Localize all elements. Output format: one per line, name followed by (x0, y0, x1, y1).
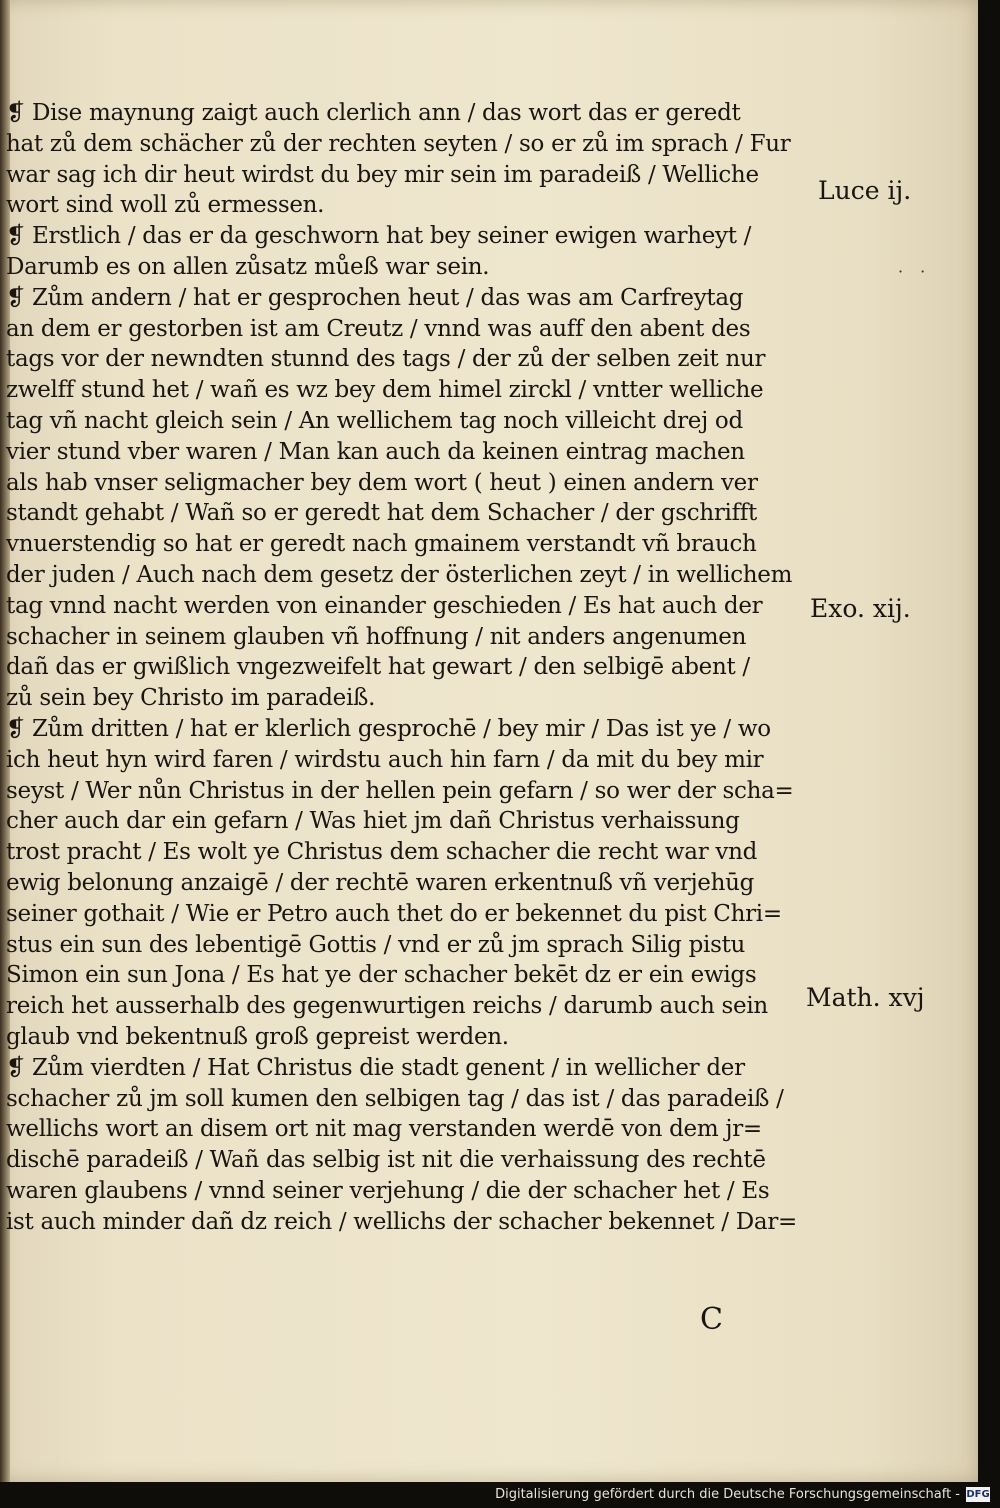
text-line: zwelff stund het / wañ es wz bey dem himel zirckl / vntter welliche (6, 377, 764, 404)
text-line: hat zů dem schächer zů der rechten seyten / so er zů im sprach / Fur (6, 130, 791, 157)
text-line: dañ das er gwißlich vngezweifelt hat gewart / den selbigē abent / (6, 654, 750, 681)
text-line: standt gehabt / Wañ so er geredt hat dem Schacher / der gschrifft (6, 500, 757, 527)
text-line: trost pracht / Es wolt ye Christus dem schacher die recht war vnd (6, 839, 758, 866)
digitization-footer (0, 1482, 1000, 1508)
text-line: ❡ Zům vierdten / Hat Christus die stadt genent / in wellicher der (6, 1054, 745, 1081)
text-line: tag vnnd nacht werden von einander geschieden / Es hat auch der (6, 592, 763, 619)
text-line: wellichs wort an disem ort nit mag verstanden werdē von dem jr= (6, 1116, 762, 1143)
text-line: schacher zů jm soll kumen den selbigen tag / das ist / das paradeiß / (6, 1085, 784, 1112)
text-line: cher auch dar ein gefarn / Was hiet jm dañ Christus verhaissung (6, 808, 740, 835)
text-line: waren glaubens / vnnd seiner verjehung / die der schacher het / Es (6, 1177, 770, 1204)
text-line: der juden / Auch nach dem gesetz der österlichen zeyt / in wellichem (6, 561, 793, 588)
text-line: Darumb es on allen zůsatz můeß war sein. (6, 253, 490, 280)
text-line: seyst / Wer nůn Christus in der hellen pein gefarn / so wer der scha= (6, 777, 794, 804)
text-line: glaub vnd bekentnuß groß gepreist werden. (6, 1023, 509, 1050)
text-line: an dem er gestorben ist am Creutz / vnnd was auff den abent des (6, 315, 751, 342)
text-line: ist auch minder dañ dz reich / wellichs der schacher bekennet / Dar= (6, 1208, 797, 1235)
text-line: Simon ein sun Jona / Es hat ye der schacher bekēt dz er ein ewigs (6, 962, 757, 989)
text-line: vnuerstendig so hat er geredt nach gmainem verstandt vñ brauch (6, 531, 757, 558)
text-line: dischē paradeiß / Wañ das selbig ist nit die verhaissung des rechtē (6, 1147, 766, 1174)
text-line: ich heut hyn wird faren / wirdstu auch hin farn / da mit du bey mir (6, 746, 764, 773)
signature-mark: C (700, 1302, 723, 1337)
margin-note-exo: Exo. xij. (810, 594, 911, 623)
text-line: tag vñ nacht gleich sein / An wellichem tag noch villeicht drej od (6, 407, 743, 434)
text-line: seiner gothait / Wie er Petro auch thet do er bekennet du pist Chri= (6, 900, 782, 927)
ink-specks: · · (898, 262, 932, 281)
text-line: tags vor der newndten stunnd des tags / der zů der selben zeit nur (6, 346, 766, 373)
text-line: schacher in seinem glauben vñ hoffnung / nit anders angenumen (6, 623, 747, 650)
text-line: ❡ Zům andern / hat er gesprochen heut / das was am Carfreytag (6, 284, 744, 311)
text-line: zů sein bey Christo im paradeiß. (6, 685, 376, 712)
margin-note-luce: Luce ij. (818, 176, 912, 205)
text-line: ewig belonung anzaigē / der rechtē waren erkentnuß vñ verjehūg (6, 869, 755, 896)
text-line: ❡ Erstlich / das er da geschworn hat bey seiner ewigen warheyt / (6, 223, 752, 250)
text-line: wort sind woll zů ermessen. (6, 192, 325, 219)
text-line: vier stund vber waren / Man kan auch da keinen eintrag machen (6, 438, 745, 465)
margin-note-math: Math. xvj (806, 983, 925, 1012)
text-line: war sag ich dir heut wirdst du bey mir sein im paradeiß / Welliche (6, 161, 759, 188)
footer-credit-text: Digitalisierung gefördert durch die Deutsche Forschungsgemeinschaft - (495, 1487, 960, 1502)
text-line: stus ein sun des lebentigē Gottis / vnd er zů jm sprach Silig pistu (6, 931, 746, 958)
text-line: ❡ Dise maynung zaigt auch clerlich ann / das wort das er geredt (6, 100, 741, 126)
text-line: ❡ Zům dritten / hat er klerlich gesprochē / bey mir / Das ist ye / wo (6, 715, 771, 742)
main-text-block (6, 98, 826, 1237)
text-line: reich het ausserhalb des gegenwurtigen reichs / darumb auch sein (6, 993, 768, 1020)
dfg-logo: DFG (966, 1489, 990, 1500)
text-line: als hab vnser seligmacher bey dem wort ( heut ) einen andern ver (6, 469, 758, 496)
